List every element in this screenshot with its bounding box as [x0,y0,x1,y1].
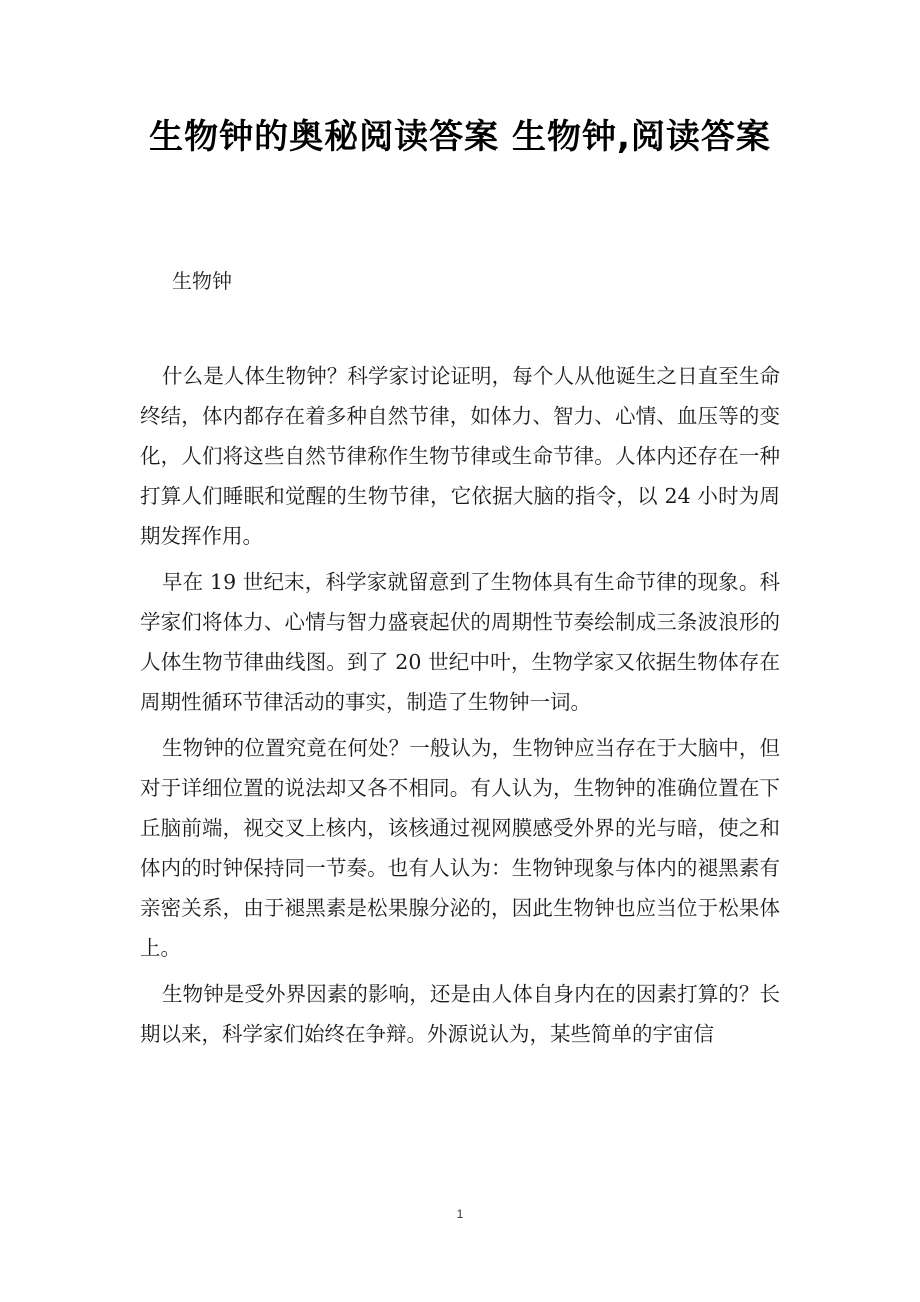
paragraph-2: 早在 19 世纪末，科学家就留意到了生物体具有生命节律的现象。科学家们将体力、心情与智力盛衰起伏的周期性节奏绘制成三条波浪形的人体生物节律曲线图。到了 20 世纪中叶，生物学家又依据生物体存在周期性循环节律活动的事实，制造了生物钟一词。 [140,570,780,714]
paragraph-4: 生物钟是受外界因素的影响，还是由人体自身内在的因素打算的？长期以来，科学家们始终在争辩。外源说认为，某些简单的宇宙信 [140,982,780,1046]
body-text [140,356,780,1060]
paragraph-3: 生物钟的位置究竟在何处？一般认为，生物钟应当存在于大脑中，但对于详细位置的说法却又各不相同。有人认为，生物钟的准确位置在下丘脑前端，视交叉上核内，该核通过视网膜感受外界的光与暗，使之和体内的时钟保持同一节奏。也有人认为：生物钟现象与体内的褪黑素有亲密关系，由于褪黑素是松果腺分泌的，因此生物钟也应当位于松果体上。 [140,736,780,960]
page-number: 1 [456,1207,464,1221]
section-heading: 生物钟 [172,269,232,293]
paragraph-1: 什么是人体生物钟？科学家讨论证明，每个人从他诞生之日直至生命终结，体内都存在着多种自然节律，如体力、智力、心情、血压等的变化，人们将这些自然节律称作生物节律或生命节律。人体内还存在一种打算人们睡眠和觉醒的生物节律，它依据大脑的指令，以 24 小时为周期发挥作用。 [140,364,780,548]
page-title: 生物钟的奥秘阅读答案 生物钟,阅读答案 [149,117,771,157]
